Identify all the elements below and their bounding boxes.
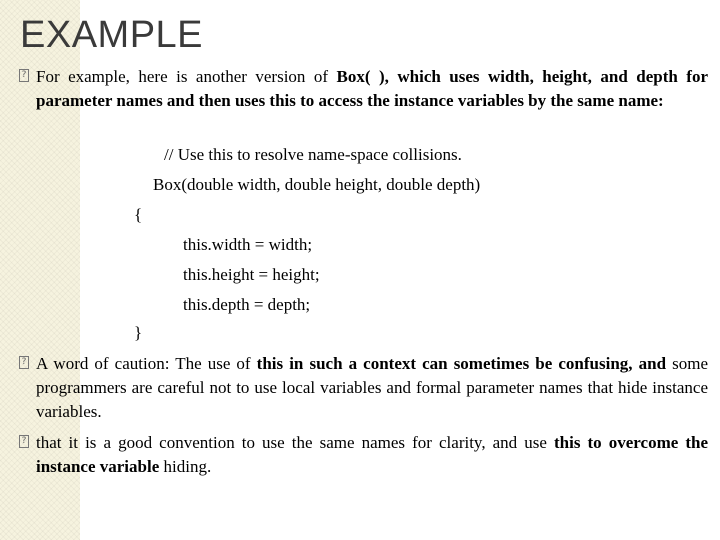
code-open-brace: {	[134, 205, 143, 224]
bullet2-text-regular: A word of caution: The use of	[36, 354, 257, 373]
bullet-paragraph-3	[21, 431, 709, 479]
bullet-paragraph-2	[21, 352, 708, 424]
bullet2-text-bold: this in such a context can sometimes be confusing, and	[256, 354, 667, 373]
code-signature: Box(double width, double height, double depth)	[153, 175, 481, 194]
bullet-box-icon: ?	[19, 435, 29, 448]
bullet3-text-regular: that it is a good convention to use the same names for clarity, and use	[36, 433, 554, 452]
bullet-paragraph-1	[21, 65, 708, 113]
slide-title: EXAMPLE	[20, 14, 204, 56]
code-close-brace: }	[134, 323, 143, 342]
bullet1-text-regular: For example, here is another version of	[36, 67, 337, 86]
bullet3-text-bold: this to overcome the instance variable	[36, 433, 709, 476]
code-line-width: this.width = width;	[183, 235, 313, 254]
bullet2-text-regular-end: some programmers are careful not to use local variables and formal parameter names that hide instance variables.	[36, 354, 708, 421]
bullet-box-icon: ?	[19, 69, 29, 82]
bullet-box-icon: ?	[19, 356, 29, 369]
code-line-height: this.height = height;	[183, 265, 320, 284]
bullet1-text-bold: Box( ), which uses width, height, and depth for parameter names and then uses this to access the instance variables by the same name:	[36, 67, 708, 110]
bullet3-text-regular-end: hiding.	[159, 457, 212, 476]
code-comment: // Use this to resolve name-space collisions.	[164, 145, 462, 164]
code-line-depth: this.depth = depth;	[183, 295, 311, 314]
